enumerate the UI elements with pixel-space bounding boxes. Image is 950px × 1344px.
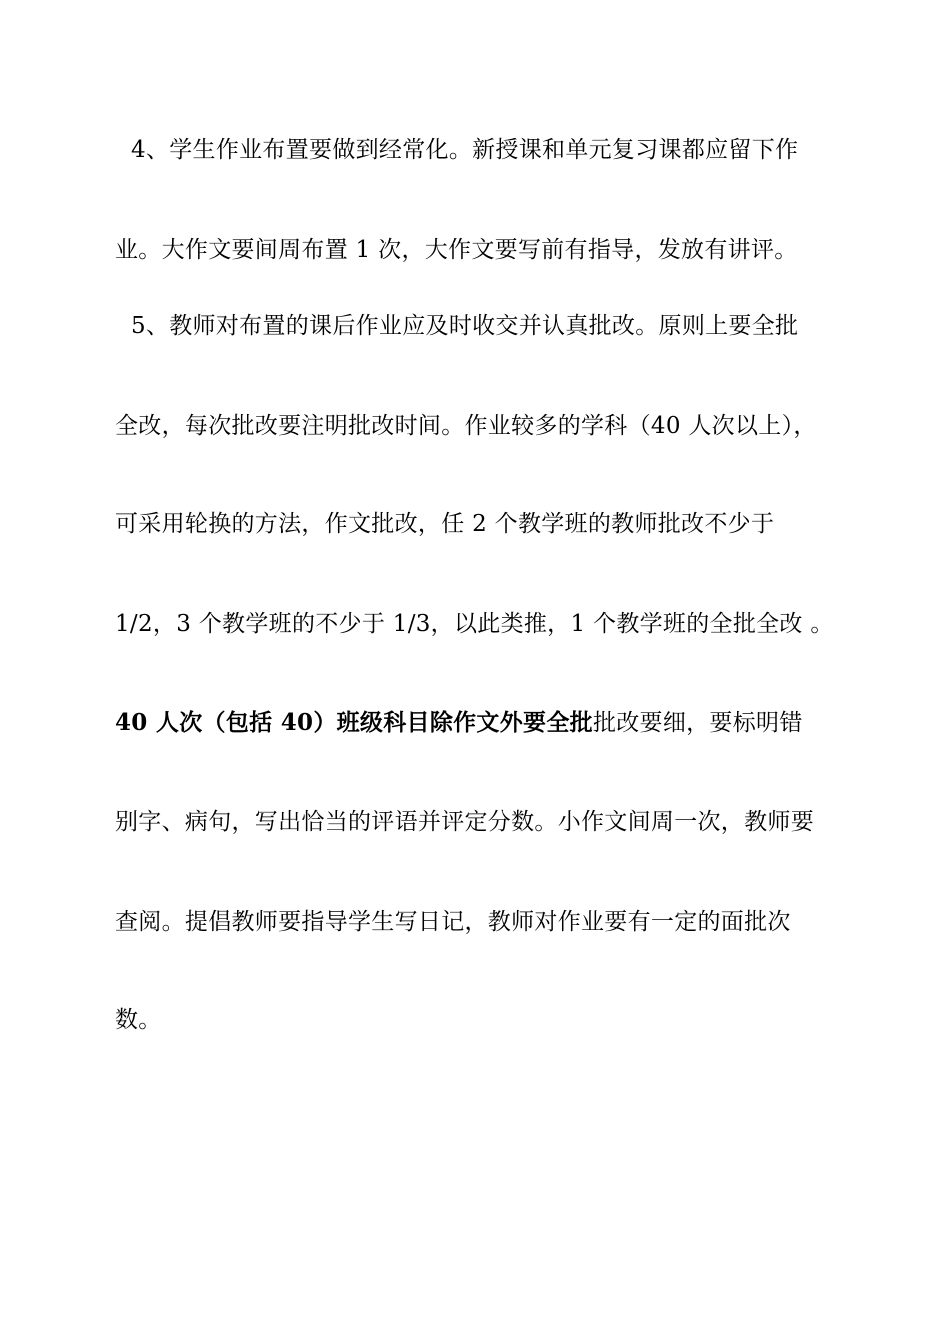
bold-lead-text: 40 人次（包括 40）班级科目除作文外要全批	[115, 709, 593, 736]
paragraph-5-line-2: 全改，每次批改要注明批改时间。作业较多的学科（40 人次以上），	[115, 413, 817, 439]
paragraph-5-line-8: 数。	[115, 1007, 162, 1033]
paragraph-5-line-1: 5、教师对布置的课后作业应及时收交并认真批改。原则上要全批	[131, 313, 799, 339]
paragraph-5-line-7: 查阅。提倡教师要指导学生写日记，教师对作业要有一定的面批次	[115, 909, 791, 935]
paragraph-5-line-5	[115, 703, 845, 743]
paragraph-5-line-6: 别字、病句，写出恰当的评语并评定分数。小作文间周一次，教师要	[115, 809, 814, 835]
paragraph-5-line-3: 可采用轮换的方法，作文批改，任 2 个教学班的教师批改不少于	[115, 511, 775, 537]
paragraph-5-line-4: 1/2，3 个教学班的不少于 1/3，以此类推，1 个教学班的全批全改 。	[115, 611, 834, 637]
line-5-rest-text: 批改要细，要标明错	[592, 710, 803, 736]
paragraph-4-line-2: 业。大作文要间周布置 1 次，大作文要写前有指导，发放有讲评。	[115, 237, 798, 263]
paragraph-4-line-1: 4、学生作业布置要做到经常化。新授课和单元复习课都应留下作	[131, 137, 799, 163]
